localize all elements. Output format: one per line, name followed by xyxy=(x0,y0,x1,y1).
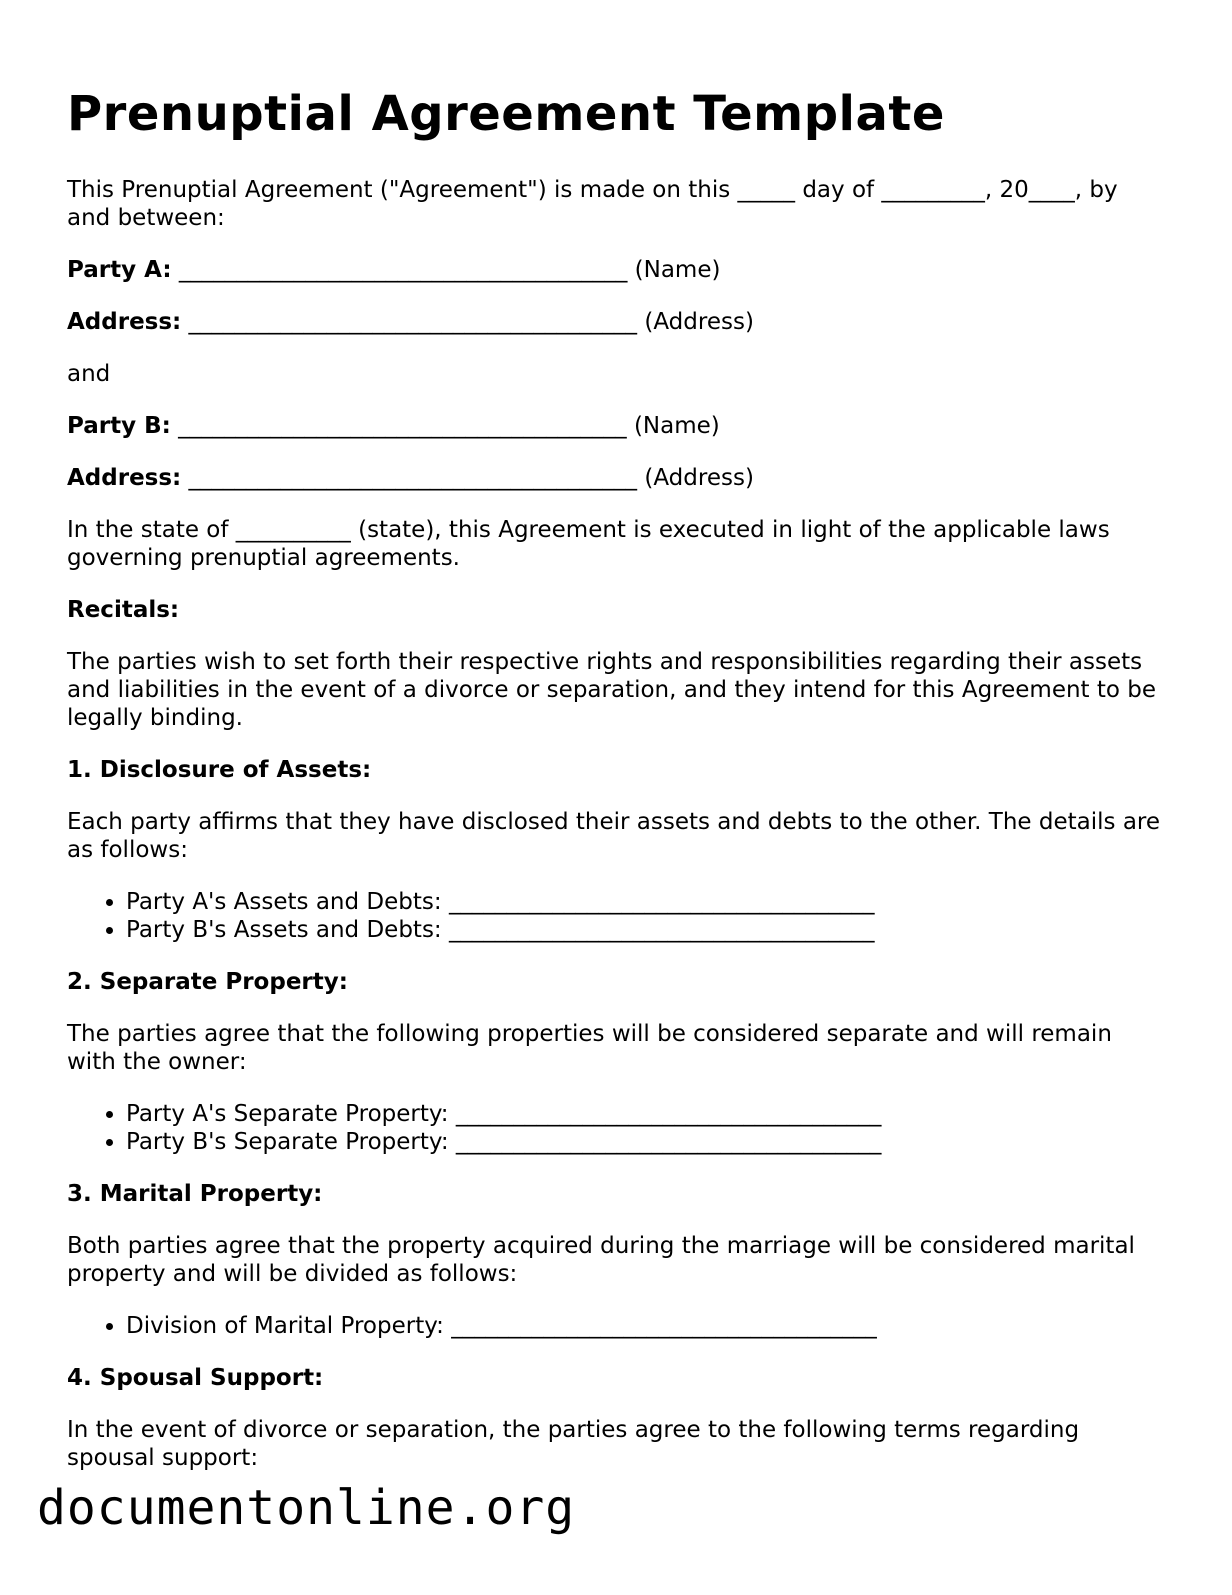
address-a-label: Address: xyxy=(67,309,182,335)
address-b-blank: _______________________________________ (Address) xyxy=(181,465,754,491)
party-b-label: Party B: xyxy=(67,413,171,439)
section-text: In the event of divorce or separation, the parties agree to the following terms regarding spousal support: xyxy=(67,1417,1080,1471)
recitals-heading: Recitals: xyxy=(67,597,180,623)
section-text: Each party affirms that they have disclosed their assets and debts to the other. The details are as follows: xyxy=(67,809,1161,863)
watermark: documentonline.org xyxy=(37,1480,576,1536)
list-item: • Party A's Separate Property: _____________________________________ xyxy=(126,1100,1167,1128)
state-clause: In the state of __________ (state), this Agreement is executed in light of the applicable laws governing prenuptial agreements. xyxy=(67,517,1110,571)
section-heading: 1. Disclosure of Assets: xyxy=(67,757,372,783)
section-list xyxy=(67,1312,1167,1340)
recitals-text: The parties wish to set forth their respective rights and responsibilities regarding their assets and liabilities in the event of a divorce or separation, and they intend for this Agreement to be legally binding. xyxy=(67,649,1157,731)
address-a-blank: _______________________________________ (Address) xyxy=(181,309,754,335)
document-title: Prenuptial Agreement Template xyxy=(67,86,945,142)
party-a-label: Party A: xyxy=(67,257,172,283)
list-item: • Division of Marital Property: _____________________________________ xyxy=(126,1312,1167,1340)
address-a-line xyxy=(67,308,1167,336)
intro-paragraph: This Prenuptial Agreement ("Agreement") is made on this _____ day of _________, 20____, by and between: xyxy=(67,177,1118,231)
section-text: The parties agree that the following properties will be considered separate and will remain with the owner: xyxy=(67,1021,1112,1075)
party-b-line xyxy=(67,412,1167,440)
section-list xyxy=(67,1100,1167,1156)
document-page xyxy=(67,86,1167,1496)
section-heading: 4. Spousal Support: xyxy=(67,1365,324,1391)
party-b-blank: _______________________________________ (Name) xyxy=(170,413,720,439)
section-text: Both parties agree that the property acquired during the marriage will be considered marital property and will be divided as follows: xyxy=(67,1233,1135,1287)
party-a-blank: _______________________________________ (Name) xyxy=(171,257,721,283)
list-item: • Party A's Assets and Debts: _____________________________________ xyxy=(126,888,1167,916)
section-heading: 2. Separate Property: xyxy=(67,969,348,995)
address-b-line xyxy=(67,464,1167,492)
party-a-line xyxy=(67,256,1167,284)
section-heading: 3. Marital Property: xyxy=(67,1181,323,1207)
list-item: • Party B's Separate Property: _____________________________________ xyxy=(126,1128,1167,1156)
list-item: • Party B's Assets and Debts: _____________________________________ xyxy=(126,916,1167,944)
address-b-label: Address: xyxy=(67,465,182,491)
and-text: and xyxy=(67,361,111,387)
section-list xyxy=(67,888,1167,944)
